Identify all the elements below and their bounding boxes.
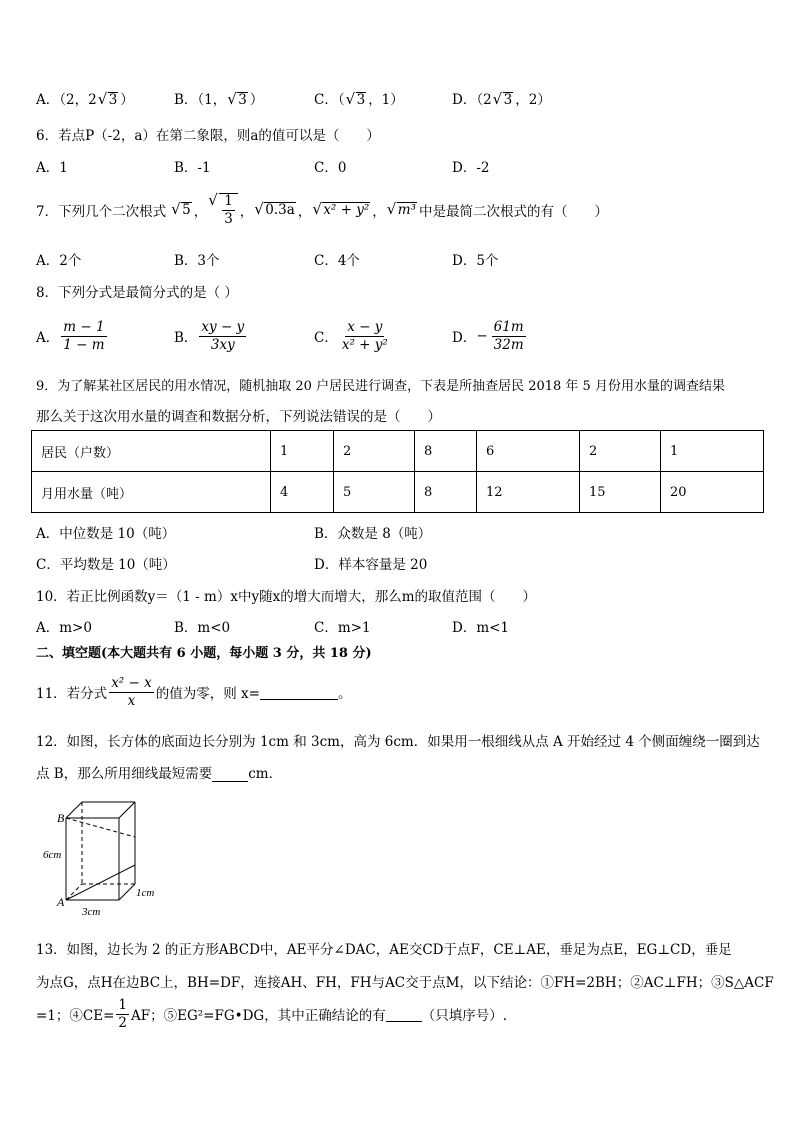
bottom-right-edge	[119, 884, 135, 900]
table-cell: 20	[661, 472, 764, 513]
q5-option-a: A．（2，2√ 3 ）	[36, 88, 134, 108]
q9-options-row1	[36, 522, 756, 544]
row-header-water: 月用水量（吨）	[32, 472, 271, 513]
q7-option-d: D．5个	[452, 253, 499, 269]
width-label: 3cm	[82, 906, 101, 918]
q7-radical-4: √ x² + y²	[313, 202, 370, 218]
q7-option-c: C．4个	[314, 253, 360, 269]
table-cell: 8	[415, 472, 477, 513]
q8-stem: 8．下列分式是最简分式的是（ ）	[36, 285, 238, 301]
q6-option-d: D．-2	[452, 160, 490, 176]
q8-options	[36, 316, 756, 356]
q9-data-table	[31, 430, 764, 513]
q5-option-d: D．（2√ 3 ，2）	[452, 88, 551, 108]
q5-option-c: C．（√ 3 ，1）	[314, 88, 404, 108]
top-left-edge	[66, 802, 82, 818]
table-row	[32, 472, 764, 513]
q7-option-a: A．2个	[36, 253, 82, 269]
q5-option-b: B．（1，√ 3 ）	[174, 88, 263, 108]
q6-options	[36, 156, 756, 178]
q9-option-c: C．平均数是 10（吨）	[36, 557, 176, 573]
q5-options	[36, 88, 756, 110]
table-cell: 4	[271, 472, 334, 513]
q13-answer-blank	[386, 1007, 422, 1022]
point-a-label: A	[57, 895, 65, 909]
q13-line2: 为点G，点H在边BC上，BH=DF，连接AH、FH，FH与AC交于点M，以下结论：①FH=2BH；②AC⊥FH；③S△ACF	[36, 975, 774, 991]
table-cell: 6	[477, 431, 580, 472]
q7-radical-1: √ 5	[172, 202, 192, 218]
q7-stem: 7．下列几个二次根式 √ 5 ， √ $\frac{1}{3}$ ， √ 0.3a ， √ x² + y² ， √ m³ 中是最简二次根式的有（ ）	[36, 192, 608, 228]
q6-option-c: C．0	[314, 160, 347, 176]
depth-label: 1cm	[136, 887, 155, 899]
q9-options-row2	[36, 553, 756, 575]
q10-option-c: C．m>1	[314, 620, 371, 636]
q9-option-d: D．样本容量是 20	[314, 557, 428, 573]
q8-option-a: A． $\frac{m - 1}{1 - m}$	[36, 318, 105, 353]
table-cell: 12	[477, 472, 580, 513]
cuboid-figure	[40, 795, 170, 920]
q11-fraction: $\frac{\text{x² − x}}{x}$	[111, 674, 152, 709]
q12-line2: 点 B，那么所用细线最短需要 cm．	[36, 766, 283, 782]
table-cell: 2	[580, 431, 661, 472]
table-cell: 1	[661, 431, 764, 472]
q13-line3: =1；④CE= $\frac{1}{2}$ AF；⑤EG²=FG•DG，其中正确结论的有 （只填序号）.	[36, 996, 507, 1031]
q13-line1: 13．如图，边长为 2 的正方形ABCD中，AE平分∠DAC，AE交CD于点F，CE⊥AE，垂足为点E，EG⊥CD，垂足	[36, 942, 732, 958]
q10-option-d: D．m<1	[452, 620, 510, 636]
row-header-households: 居民（户数）	[32, 431, 271, 472]
hidden-bottom-left-edge	[66, 884, 82, 900]
table-row	[32, 431, 764, 472]
q10-stem: 10．若正比例函数y＝（1 - m）x中y随x的增大而增大，那么m的取值范围（ ）	[36, 589, 536, 605]
height-label: 6cm	[43, 849, 62, 861]
q9-stem-line1: 9．为了解某社区居民的用水情况，随机抽取 20 户居民进行调查，下表是所抽查居民 2018 年 5 月份用水量的调查结果	[36, 379, 725, 394]
table-cell: 8	[415, 431, 477, 472]
q11-answer-blank	[260, 685, 338, 700]
section-heading: 二、填空题(本大题共有 6 小题，每小题 3 分，共 18 分)	[36, 646, 372, 661]
q10-option-a: A．m>0	[36, 620, 92, 636]
point-b-label: B	[57, 811, 65, 825]
q9-option-a: A．中位数是 10（吨）	[36, 526, 176, 542]
q9-option-b: B．众数是 8（吨）	[314, 526, 432, 542]
q7-options	[36, 249, 756, 271]
q6-option-a: A．1	[36, 160, 68, 176]
q12-line1: 12．如图，长方体的底面边长分别为 1cm 和 3cm，高为 6cm．如果用一根细线从点 A 开始经过 4 个侧面缠绕一圈到达	[36, 734, 760, 750]
table-cell: 15	[580, 472, 661, 513]
q7-radical-3: √ 0.3a	[255, 202, 296, 218]
q7-option-b: B．3个	[174, 253, 220, 269]
q8-option-d: D． − $\frac{61m}{32m}$	[452, 318, 524, 353]
q10-options	[36, 616, 756, 638]
table-cell: 2	[334, 431, 415, 472]
q6-option-b: B．-1	[174, 160, 211, 176]
q6-stem: 6．若点P（-2，a）在第二象限，则a的值可以是（ ）	[36, 128, 380, 144]
q8-option-c: C． $\frac{x - y}{\text{x² + y²}}$	[314, 318, 388, 353]
q7-radical-5: √ m³	[388, 202, 417, 218]
q10-option-b: B．m<0	[174, 620, 231, 636]
string-path-top	[66, 818, 135, 837]
table-cell: 1	[271, 431, 334, 472]
q11-stem: 11．若分式 $\frac{\text{x² − x}}{x}$ 的值为零，则 x= 。	[36, 674, 352, 709]
top-right-edge	[119, 802, 135, 818]
q13-fraction: $\frac{1}{2}$	[118, 996, 127, 1031]
q8-option-b: B． $\frac{xy - y}{3xy}$	[174, 318, 245, 353]
q12-answer-blank	[212, 767, 248, 782]
q7-radical-2: √ $\frac{1}{3}$	[209, 193, 238, 227]
q9-stem-line2: 那么关于这次用水量的调查和数据分析，下列说法错误的是（ ）	[36, 409, 441, 425]
table-cell: 5	[334, 472, 415, 513]
